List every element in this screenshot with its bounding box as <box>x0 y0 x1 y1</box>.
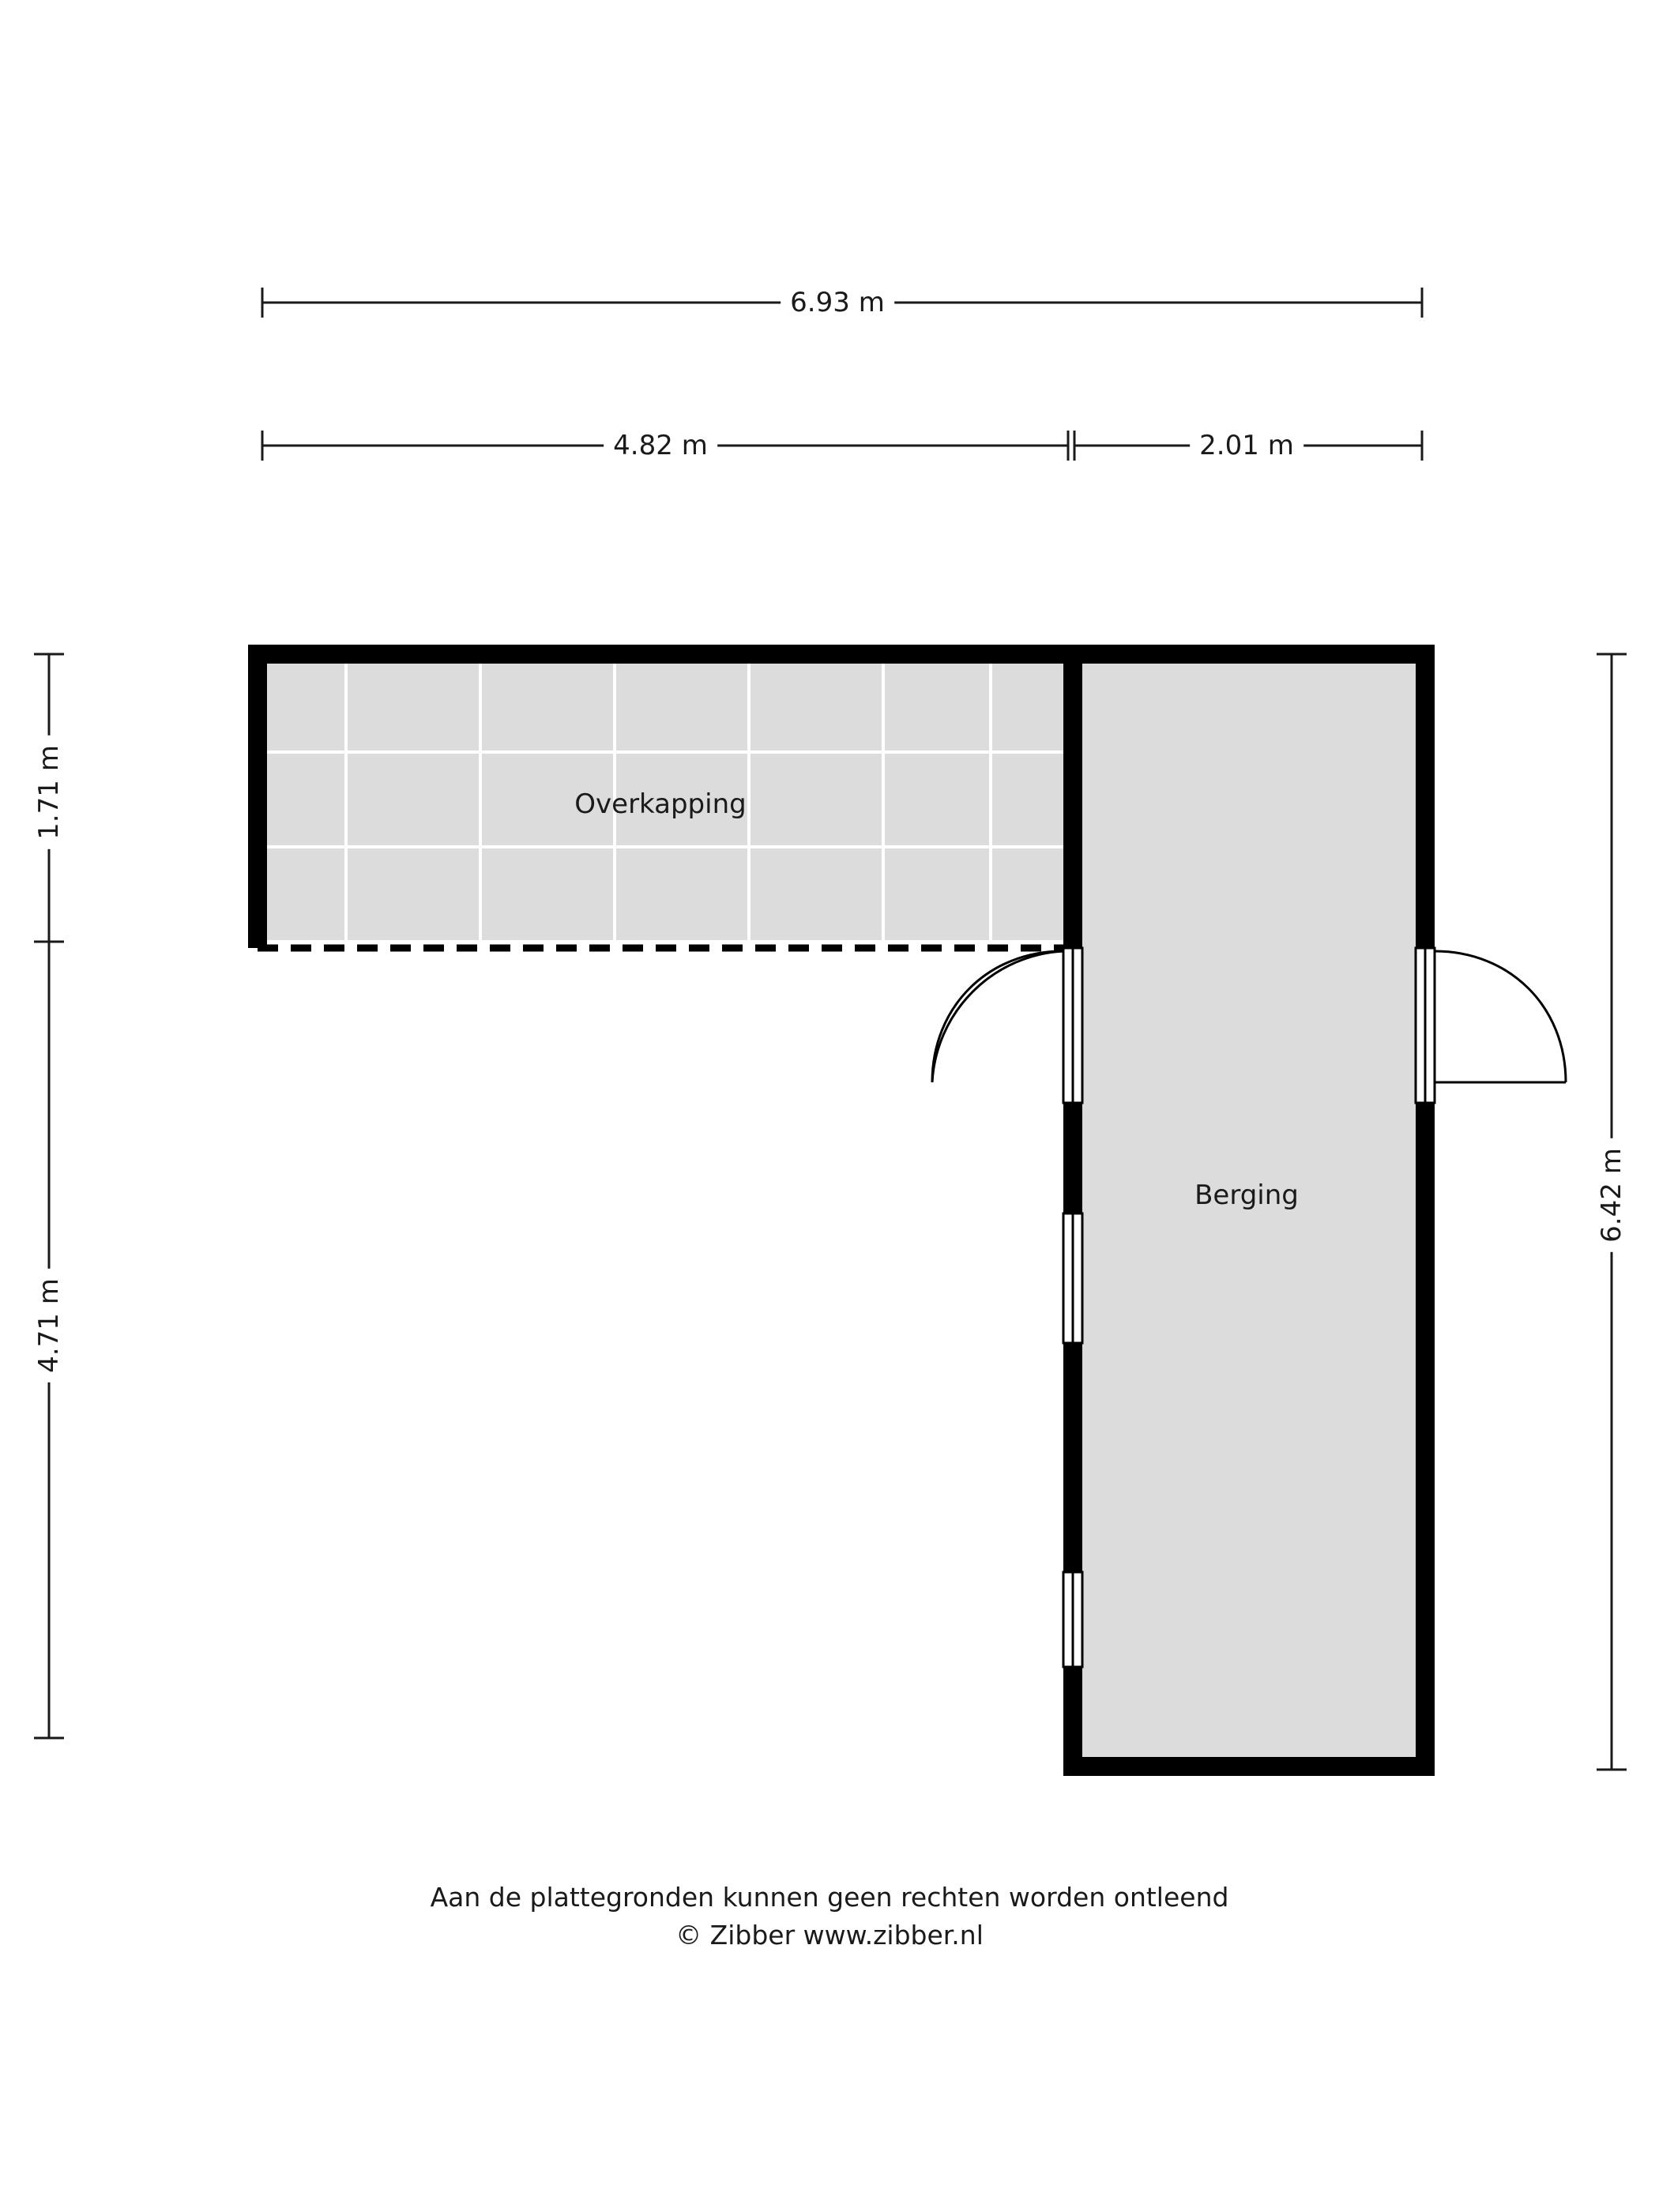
footer-disclaimer <box>0 1879 1659 1954</box>
dimension-top-right-segment: 2.01 m <box>1190 430 1304 461</box>
room-label-berging: Berging <box>1194 1179 1299 1211</box>
footer-line-2: © Zibber www.zibber.nl <box>675 1919 984 1951</box>
door-right <box>1416 948 1566 1103</box>
dimension-right-overall: 6.42 m <box>1596 1138 1627 1252</box>
dimension-top-left-segment: 4.82 m <box>604 430 717 461</box>
dimension-left-upper: 1.71 m <box>33 735 65 849</box>
dimension-top-overall: 6.93 m <box>781 287 894 318</box>
room-label-overkapping: Overkapping <box>574 788 747 820</box>
dimension-left-overall: 4.71 m <box>33 1269 65 1382</box>
footer-line-1: Aan de plattegronden kunnen geen rechten worden ontleend <box>430 1882 1229 1913</box>
door-left <box>916 948 1082 1103</box>
